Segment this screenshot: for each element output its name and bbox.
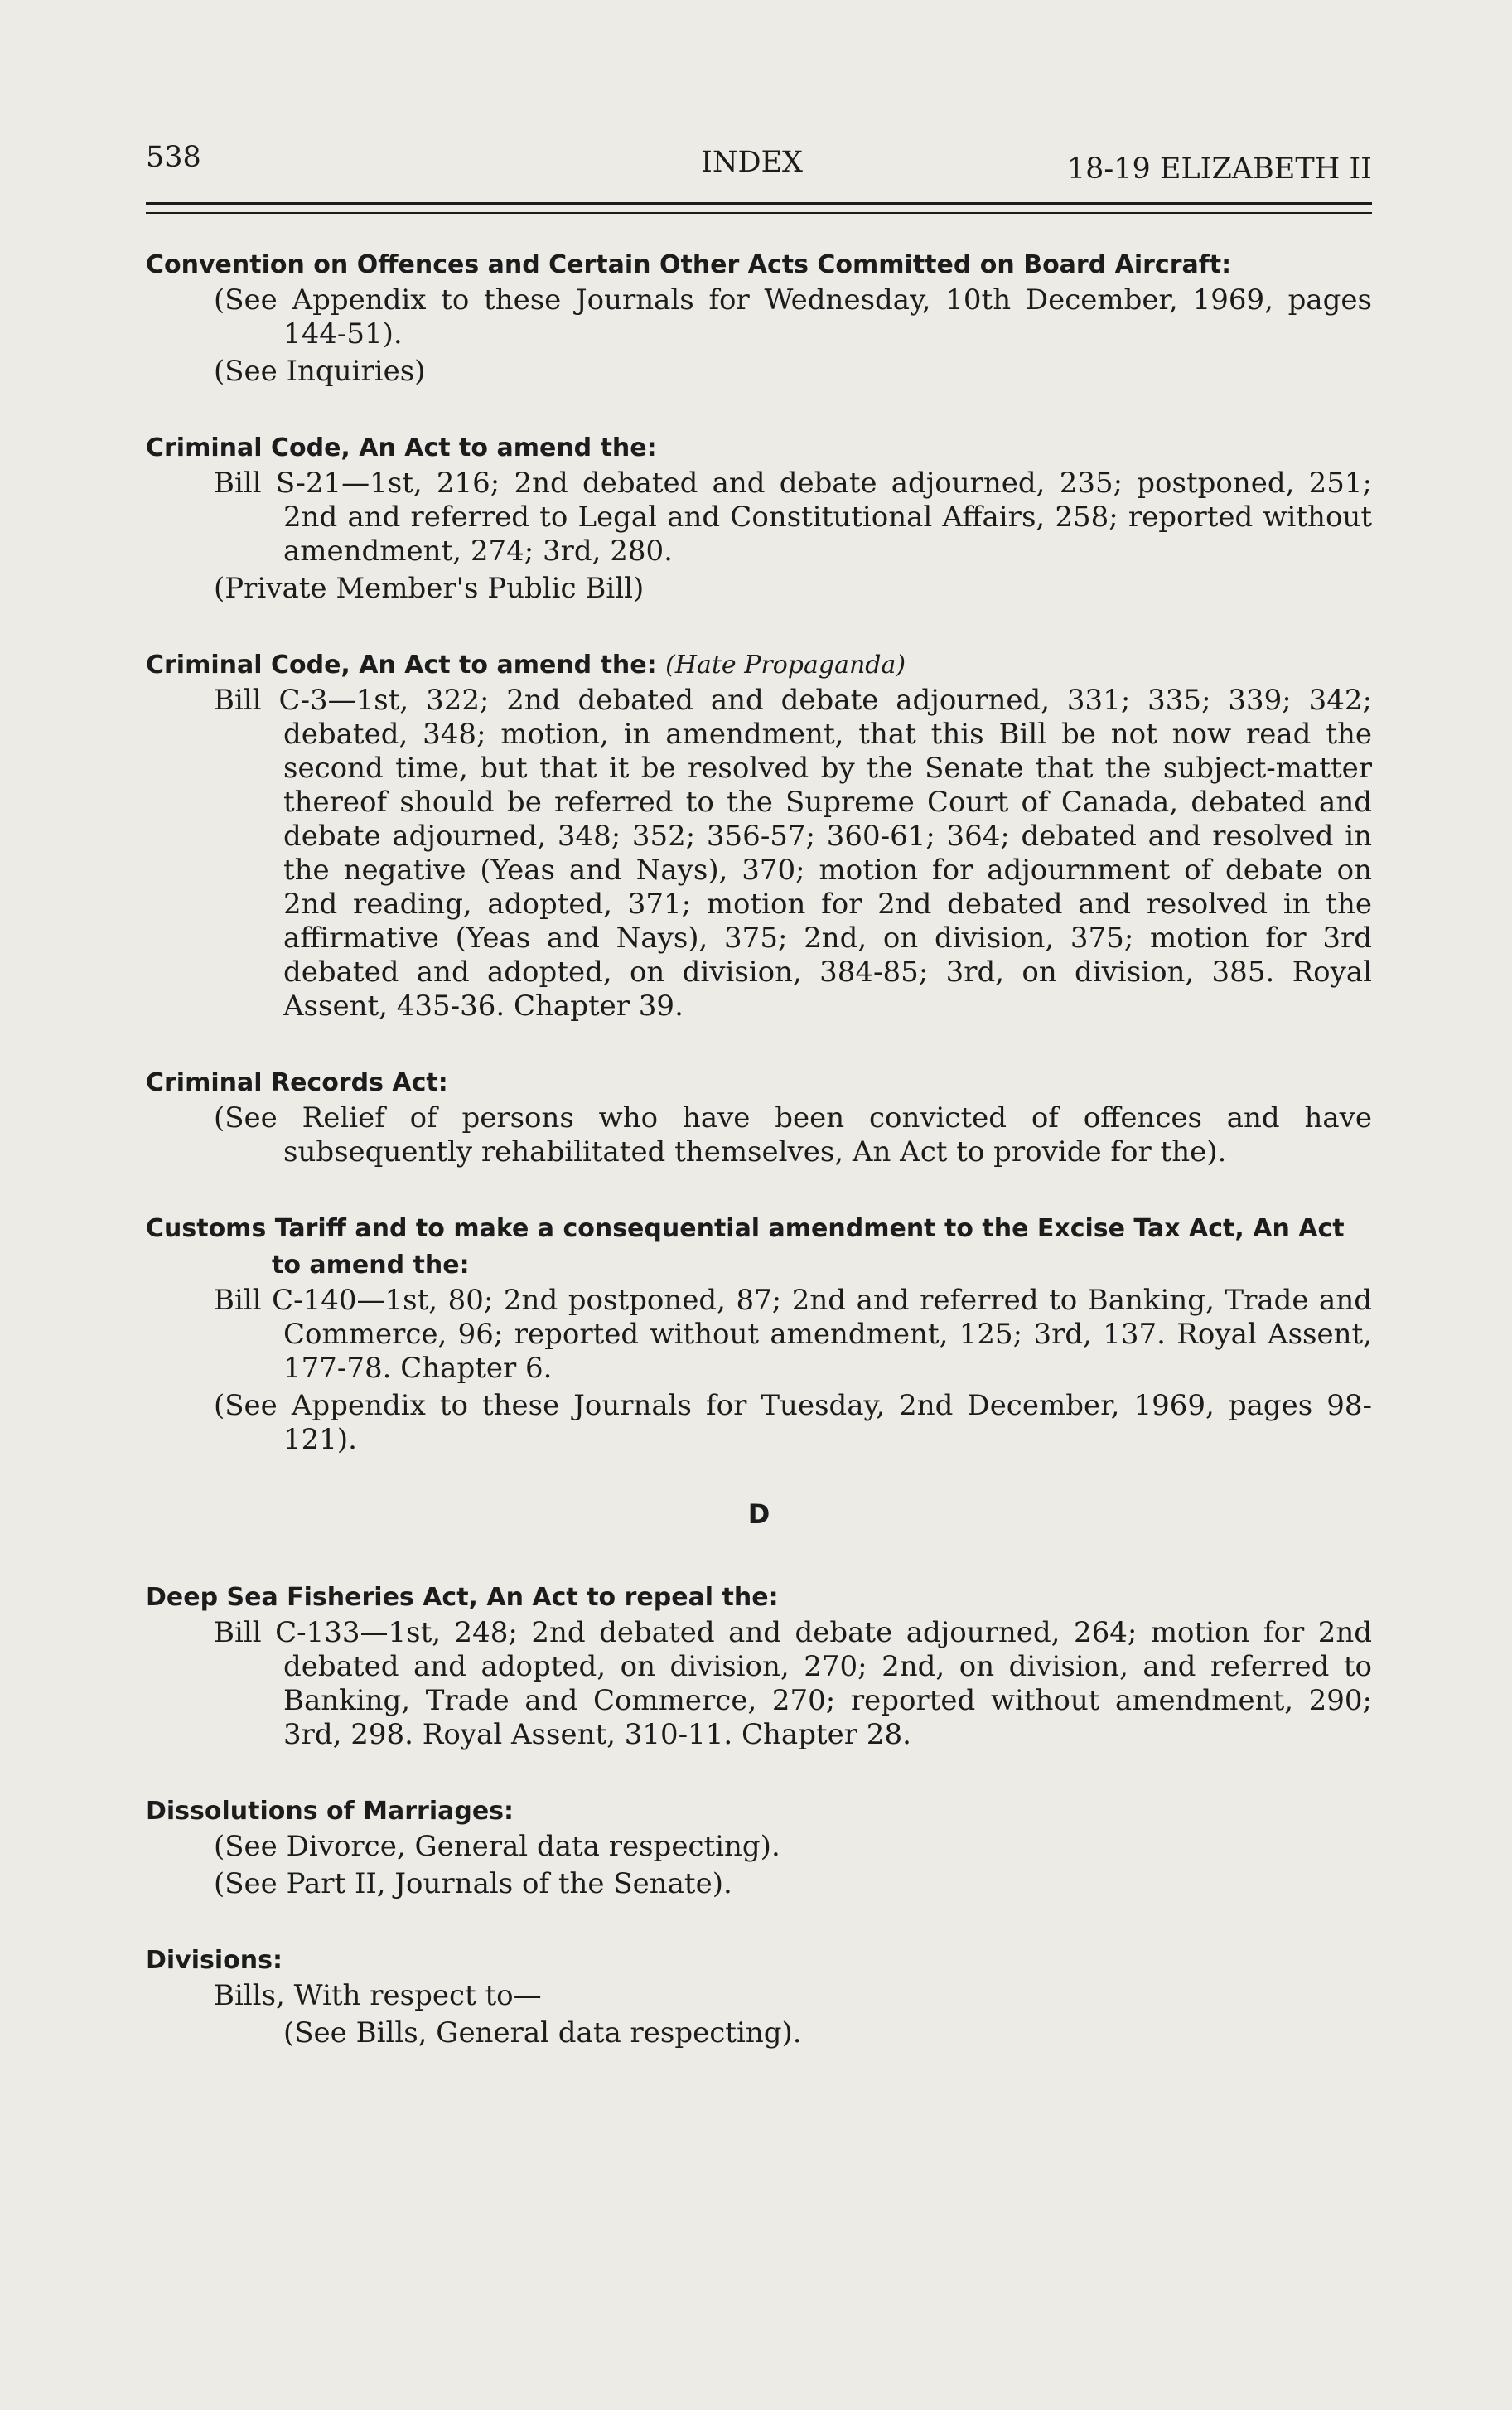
section-letter: D	[747, 1498, 770, 1530]
volume-label: 18-19 ELIZABETH II	[1066, 152, 1372, 186]
index-entry	[146, 430, 1372, 606]
index-entry	[146, 1211, 1372, 1457]
index-entry	[146, 1943, 1372, 2050]
entry-line: (See Appendix to these Journals for Tuesday, 2nd December, 1969, pages 98-121).	[214, 1389, 1372, 1456]
entry-heading: Dissolutions of Marriages:	[146, 1797, 514, 1826]
index-entry	[146, 1793, 1372, 1901]
entry-heading	[146, 647, 1372, 684]
entry-line: (See Part II, Journals of the Senate).	[214, 1867, 732, 1900]
entry-heading: Criminal Code, An Act to amend the:	[146, 433, 657, 462]
entry-line: (See Inquiries)	[214, 355, 426, 388]
entry-heading: Convention on Offences and Certain Other Acts Committed on Board Aircraft:	[146, 250, 1232, 279]
entry-line: (See Relief of persons who have been convicted of offences and have subsequently rehabilitated themselves, An Act to provide for the).	[214, 1101, 1372, 1169]
entry-line: Bill S-21—1st, 216; 2nd debated and debate adjourned, 235; postponed, 251; 2nd and referred to Legal and Constitutional Affairs, 258; reported without amendment, 274; 3rd, 280.	[214, 467, 1372, 568]
header-rule	[146, 202, 1372, 205]
entry-line: Bill C-3—1st, 322; 2nd debated and debate adjourned, 331; 335; 339; 342; debated, 348; motion, in amendment, that this Bill be not now read the second time, but that it be resolved by the Senate that the subject-matter thereof should be referred to the Supreme Court of Canada, debated and debate adjourned, 348; 352; 356-57; 360-61; 364; debated and resolved in the negative (Yeas and Nays), 370; motion for adjournment of debate on 2nd reading, adopted, 371; motion for 2nd debated and resolved in the affirmative (Yeas and Nays), 375; 2nd, on division, 375; motion for 3rd debated and adopted, on division, 384-85; 3rd, on division, 385. Royal Assent, 435-36. Chapter 39.	[214, 684, 1372, 1023]
header-rule-secondary	[146, 212, 1372, 214]
entry-heading: Customs Tariff and to make a consequential amendment to the Excise Tax Act, An Act to amend the:	[146, 1214, 1345, 1280]
index-content	[146, 247, 1372, 2092]
running-title: INDEX	[701, 146, 803, 179]
entry-line: (See Appendix to these Journals for Wednesday, 10th December, 1969, pages 144-51).	[214, 283, 1372, 351]
index-entry	[146, 647, 1372, 1024]
entry-heading: Divisions:	[146, 1946, 283, 1975]
entry-heading: Criminal Records Act:	[146, 1068, 448, 1097]
index-entry	[146, 247, 1372, 389]
index-entry	[146, 1580, 1372, 1752]
page-header	[146, 141, 1372, 191]
entry-line: Bills, With respect to—	[214, 1979, 542, 2012]
entry-line: (See Divorce, General data respecting).	[214, 1830, 780, 1863]
entry-line: (See Bills, General data respecting).	[283, 2016, 802, 2049]
page-number: 538	[146, 141, 201, 174]
entry-line: Bill C-140—1st, 80; 2nd postponed, 87; 2nd and referred to Banking, Trade and Commerce, 96; reported without amendment, 125; 3rd, 137. Royal Assent, 177-78. Chapter 6.	[214, 1284, 1372, 1385]
entry-line: Bill C-133—1st, 248; 2nd debated and debate adjourned, 264; motion for 2nd debated and adopted, on division, 270; 2nd, on division, and referred to Banking, Trade and Commerce, 270; reported without amendment, 290; 3rd, 298. Royal Assent, 310-11. Chapter 28.	[214, 1616, 1372, 1751]
entry-heading-suffix: (Hate Propaganda)	[665, 651, 906, 680]
entry-heading: Deep Sea Fisheries Act, An Act to repeal the:	[146, 1583, 779, 1612]
index-entry	[146, 1065, 1372, 1169]
entry-line: (Private Member's Public Bill)	[214, 572, 645, 605]
entry-heading-text: Criminal Code, An Act to amend the:	[146, 651, 657, 680]
